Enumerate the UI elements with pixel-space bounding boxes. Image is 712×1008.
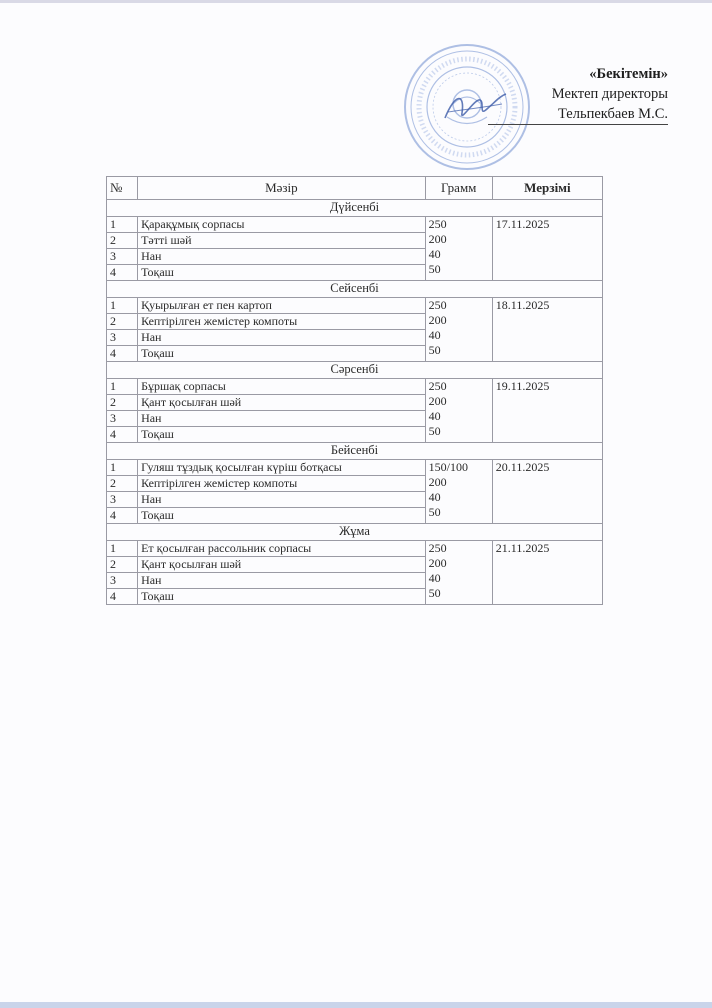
scan-top-edge [0,0,712,3]
item-gram: 50 [428,343,441,357]
item-gram: 200 [428,394,447,408]
item-gram: 250 [428,217,447,231]
item-number: 4 [107,265,138,281]
item-gram: 200 [428,475,447,489]
day-date: 19.11.2025 [492,379,602,443]
item-dish: Тоқаш [138,589,426,605]
item-dish: Қант қосылған шәй [138,395,426,411]
table-row [107,379,603,395]
item-number: 2 [107,557,138,573]
day-name: Жұма [107,524,603,541]
item-number: 1 [107,460,138,476]
approval-name: Тельпекбаев М.С. [488,104,668,125]
table-row [107,298,603,314]
day-name: Бейсенбі [107,443,603,460]
item-number: 4 [107,589,138,605]
item-dish: Тоқаш [138,508,426,524]
item-dish: Тоқаш [138,427,426,443]
day-row [107,443,603,460]
item-number: 2 [107,314,138,330]
item-gram: 50 [428,586,441,600]
table-row [107,541,603,557]
table-row [107,217,603,233]
item-dish: Гуляш тұздық қосылған күріш ботқасы [138,460,426,476]
item-number: 3 [107,249,138,265]
item-dish: Кептірілген жемістер компоты [138,314,426,330]
menu-table-body [107,200,603,605]
gram-cell [425,541,492,605]
item-number: 1 [107,541,138,557]
gram-cell [425,460,492,524]
day-name: Сейсенбі [107,281,603,298]
item-gram: 200 [428,313,447,327]
item-dish: Тоқаш [138,265,426,281]
menu-table [106,176,603,605]
item-number: 1 [107,217,138,233]
day-date: 18.11.2025 [492,298,602,362]
day-name: Дүйсенбі [107,200,603,217]
item-dish: Қант қосылған шәй [138,557,426,573]
item-dish: Ет қосылған рассольник сорпасы [138,541,426,557]
scan-bottom-edge [0,1002,712,1008]
item-number: 4 [107,508,138,524]
item-number: 3 [107,411,138,427]
item-gram: 150/100 [428,460,468,474]
item-gram: 50 [428,424,441,438]
item-gram: 40 [428,247,441,261]
item-number: 1 [107,298,138,314]
day-date: 20.11.2025 [492,460,602,524]
item-dish: Нан [138,411,426,427]
item-number: 4 [107,427,138,443]
item-gram: 250 [428,379,447,393]
day-row [107,281,603,298]
item-gram: 40 [428,571,441,585]
table-header-row [107,177,603,200]
item-number: 3 [107,492,138,508]
item-dish: Нан [138,492,426,508]
day-row [107,362,603,379]
approval-block [488,64,668,125]
item-gram: 200 [428,232,447,246]
day-date: 21.11.2025 [492,541,602,605]
item-dish: Бұршақ сорпасы [138,379,426,395]
item-number: 2 [107,233,138,249]
item-dish: Тәтті шәй [138,233,426,249]
gram-cell [425,217,492,281]
item-gram: 40 [428,328,441,342]
item-number: 3 [107,330,138,346]
day-row [107,524,603,541]
item-gram: 50 [428,505,441,519]
header-menu: Мәзір [138,177,426,200]
table-row [107,460,603,476]
gram-cell [425,298,492,362]
item-number: 4 [107,346,138,362]
day-name: Сәрсенбі [107,362,603,379]
item-dish: Қарақұмық сорпасы [138,217,426,233]
item-dish: Тоқаш [138,346,426,362]
item-gram: 250 [428,541,447,555]
item-dish: Нан [138,573,426,589]
item-gram: 40 [428,409,441,423]
item-dish: Кептірілген жемістер компоты [138,476,426,492]
header-number: № [107,177,138,200]
day-date: 17.11.2025 [492,217,602,281]
day-row [107,200,603,217]
header-date: Мерзімі [492,177,602,200]
header-gram: Грамм [425,177,492,200]
item-gram: 40 [428,490,441,504]
gram-cell [425,379,492,443]
item-dish: Қуырылған ет пен картоп [138,298,426,314]
item-gram: 50 [428,262,441,276]
item-number: 2 [107,395,138,411]
approval-title: «Бекітемін» [589,66,668,82]
item-gram: 200 [428,556,447,570]
approval-position: Мектеп директоры [551,86,668,102]
item-dish: Нан [138,330,426,346]
item-dish: Нан [138,249,426,265]
item-gram: 250 [428,298,447,312]
item-number: 2 [107,476,138,492]
item-number: 3 [107,573,138,589]
item-number: 1 [107,379,138,395]
